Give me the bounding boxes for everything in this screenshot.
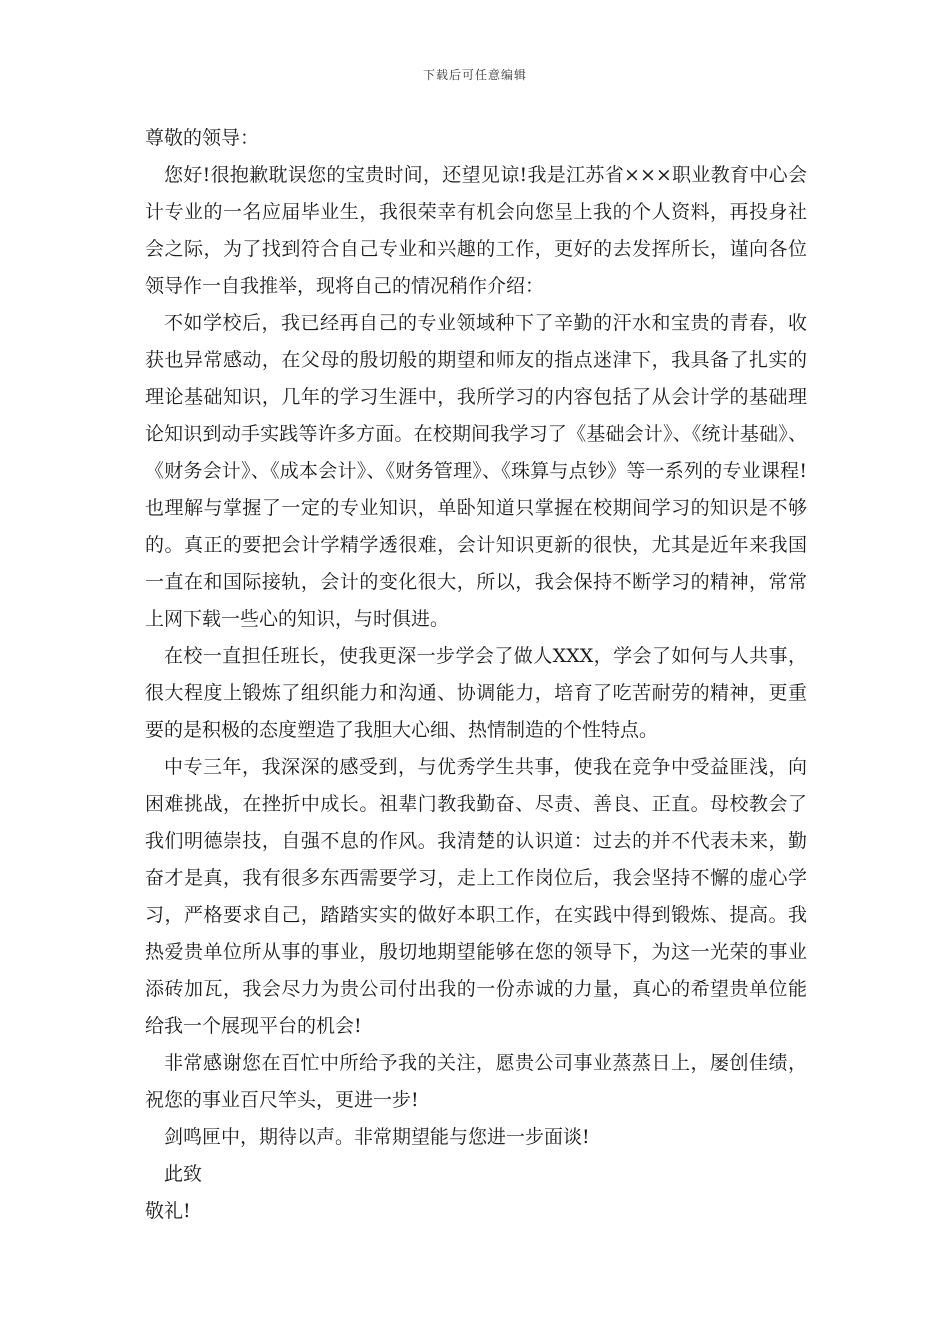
- page-header-note: 下载后可任意编辑: [422, 68, 527, 82]
- letter-paragraph-thanks: 非常感谢您在百忙中所给予我的关注，愿贵公司事业蒸蒸日上，屡创佳绩，祝您的事业百尺竿头，更进一步!: [145, 1052, 807, 1111]
- letter-closing-salute: 敬礼!: [145, 1200, 191, 1222]
- letter-paragraph-aspiration: 中专三年，我深深的感受到，与优秀学生共事，使我在竞争中受益匪浅，向困难挑战，在挫折中成长。祖辈门教我勤奋、尽责、善良、正直。母校教会了我们明德崇技，自强不息的作风。我清楚的认识道：过去的并不代表未来，勤奋才是真，我有很多东西需要学习，走上工作岗位后，我会坚持不懈的虚心学习，严格要求自己，踏踏实实的做好本职工作，在实践中得到锻炼、提高。我热爱贵单位所从事的事业，殷切地期望能够在您的领导下，为这一光荣的事业添砖加瓦，我会尽力为贵公司付出我的一份赤诚的力量，真心的希望贵单位能给我一个展现平台的机会!: [145, 756, 807, 1037]
- letter-paragraph-interview: 剑鸣匣中，期待以声。非常期望能与您进一步面谈!: [164, 1126, 590, 1148]
- letter-salutation: 尊敬的领导：: [145, 127, 260, 149]
- cover-letter: [145, 120, 807, 1230]
- letter-paragraph-leadership: 在校一直担任班长，使我更深一步学会了做人XXX，学会了如何与人共事，很大程度上锻炼了组织能力和沟通、协调能力，培育了吃苦耐劳的精神，更重要的是积极的态度塑造了我胆大心细、热情制造的个性特点。: [145, 645, 807, 741]
- letter-paragraph-education: 不如学校后，我已经再自己的专业领域种下了辛勤的汗水和宝贵的青春，收获也异常感动，在父母的殷切般的期望和师友的指点迷津下，我具备了扎实的理论基础知识，几年的学习生涯中，我所学习的内容包括了从会计学的基础理论知识到动手实践等许多方面。在校期间我学习了《基础会计》、《统计基础》、《财务会计》、《成本会计》、《财务管理》、《珠算与点钞》等一系列的专业课程!也理解与掌握了一定的专业知识，单卧知道只掌握在校期间学习的知识是不够的。真正的要把会计学精学透很难，会计知识更新的很快，尤其是近年来我国一直在和国际接轨，会计的变化很大，所以，我会保持不断学习的精神，常常上网下载一些心的知识，与时俱进。: [145, 312, 807, 630]
- letter-closing-regards: 此致: [164, 1163, 203, 1185]
- letter-paragraph-intro: 您好!很抱歉耽误您的宝贵时间，还望见谅!我是江苏省×××职业教育中心会计专业的一名应届毕业生，我很荣幸有机会向您呈上我的个人资料，再投身社会之际，为了找到符合自己专业和兴趣的工作，更好的去发挥所长，谨向各位领导作一自我推举，现将自己的情况稍作介绍：: [145, 164, 807, 297]
